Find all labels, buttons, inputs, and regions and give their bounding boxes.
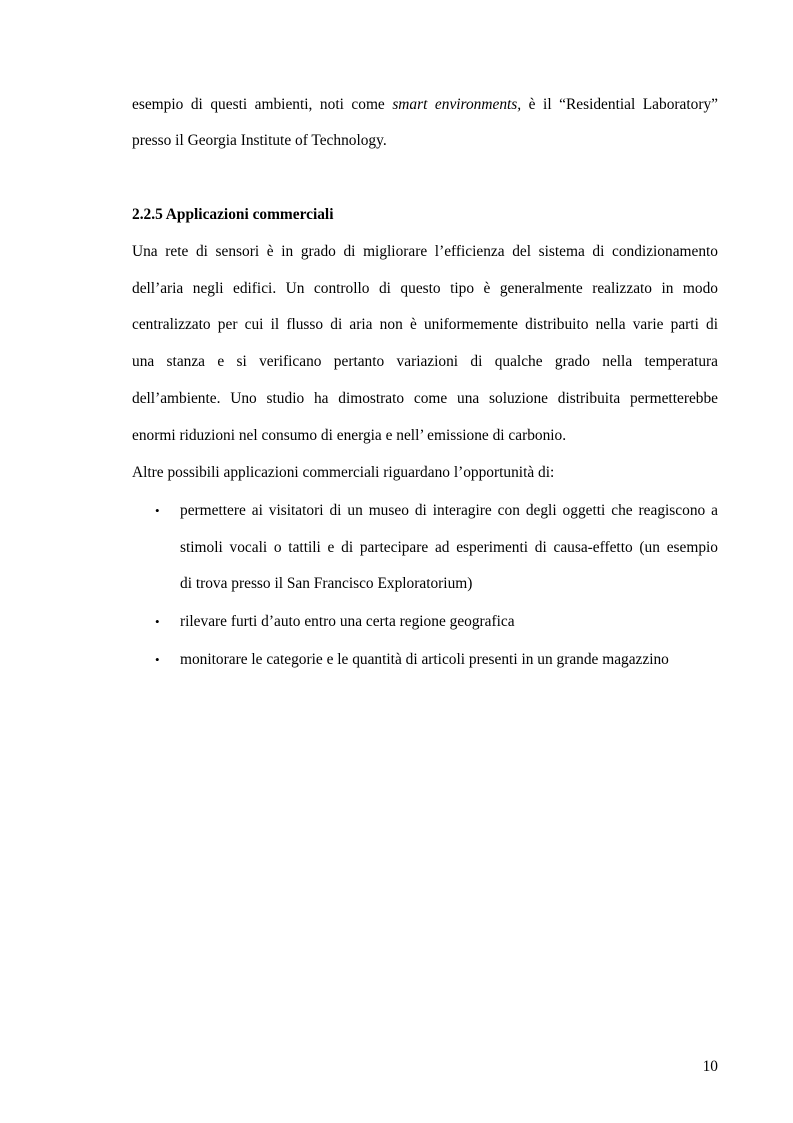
intro-line-1 — [132, 94, 718, 116]
bullet-1-line-3: di trova presso il San Francisco Exploratorium) — [180, 575, 473, 592]
paragraph-line-5: dell’ambiente. Uno studio ha dimostrato come una soluzione distribuita permetterebbe — [132, 390, 718, 407]
paragraph-line-1: Una rete di sensori è in grado di migliorare l’efficienza del sistema di condizionamento — [132, 243, 718, 260]
bullet-icon: • — [155, 652, 160, 667]
bullet-icon: • — [155, 614, 160, 629]
intro-text-before: esempio di questi ambienti, noti come — [132, 96, 393, 113]
bullet-1-line-2: stimoli vocali o tattili e di partecipare ad esperimenti di causa-effetto (un esempio — [180, 539, 718, 556]
paragraph-line-3: centralizzato per cui il flusso di aria non è uniformemente distribuito nella varie parti di — [132, 316, 718, 333]
list-intro: Altre possibili applicazioni commerciali riguardano l’opportunità di: — [132, 464, 555, 481]
paragraph-line-6: enormi riduzioni nel consumo di energia e nell’ emissione di carbonio. — [132, 427, 567, 444]
section-heading: 2.2.5 Applicazioni commerciali — [132, 206, 334, 223]
bullet-1-line-1: permettere ai visitatori di un museo di interagire con degli oggetti che reagiscono a — [180, 502, 718, 519]
bullet-3-line-1: monitorare le categorie e le quantità di articoli presenti in un grande magazzino — [180, 651, 669, 668]
intro-text-after: è il “Residential Laboratory” — [521, 96, 718, 113]
page-number: 10 — [702, 1058, 718, 1075]
intro-line-2: presso il Georgia Institute of Technology. — [132, 132, 387, 149]
paragraph-line-2: dell’aria negli edifici. Un controllo di questo tipo è generalmente realizzato in modo — [132, 280, 718, 297]
paragraph-line-4: una stanza e si verificano pertanto variazioni di qualche grado nella temperatura — [132, 353, 718, 370]
intro-text-italic: smart environments, — [392, 96, 522, 113]
bullet-2-line-1: rilevare furti d’auto entro una certa regione geografica — [180, 613, 515, 630]
bullet-icon: • — [155, 503, 160, 518]
